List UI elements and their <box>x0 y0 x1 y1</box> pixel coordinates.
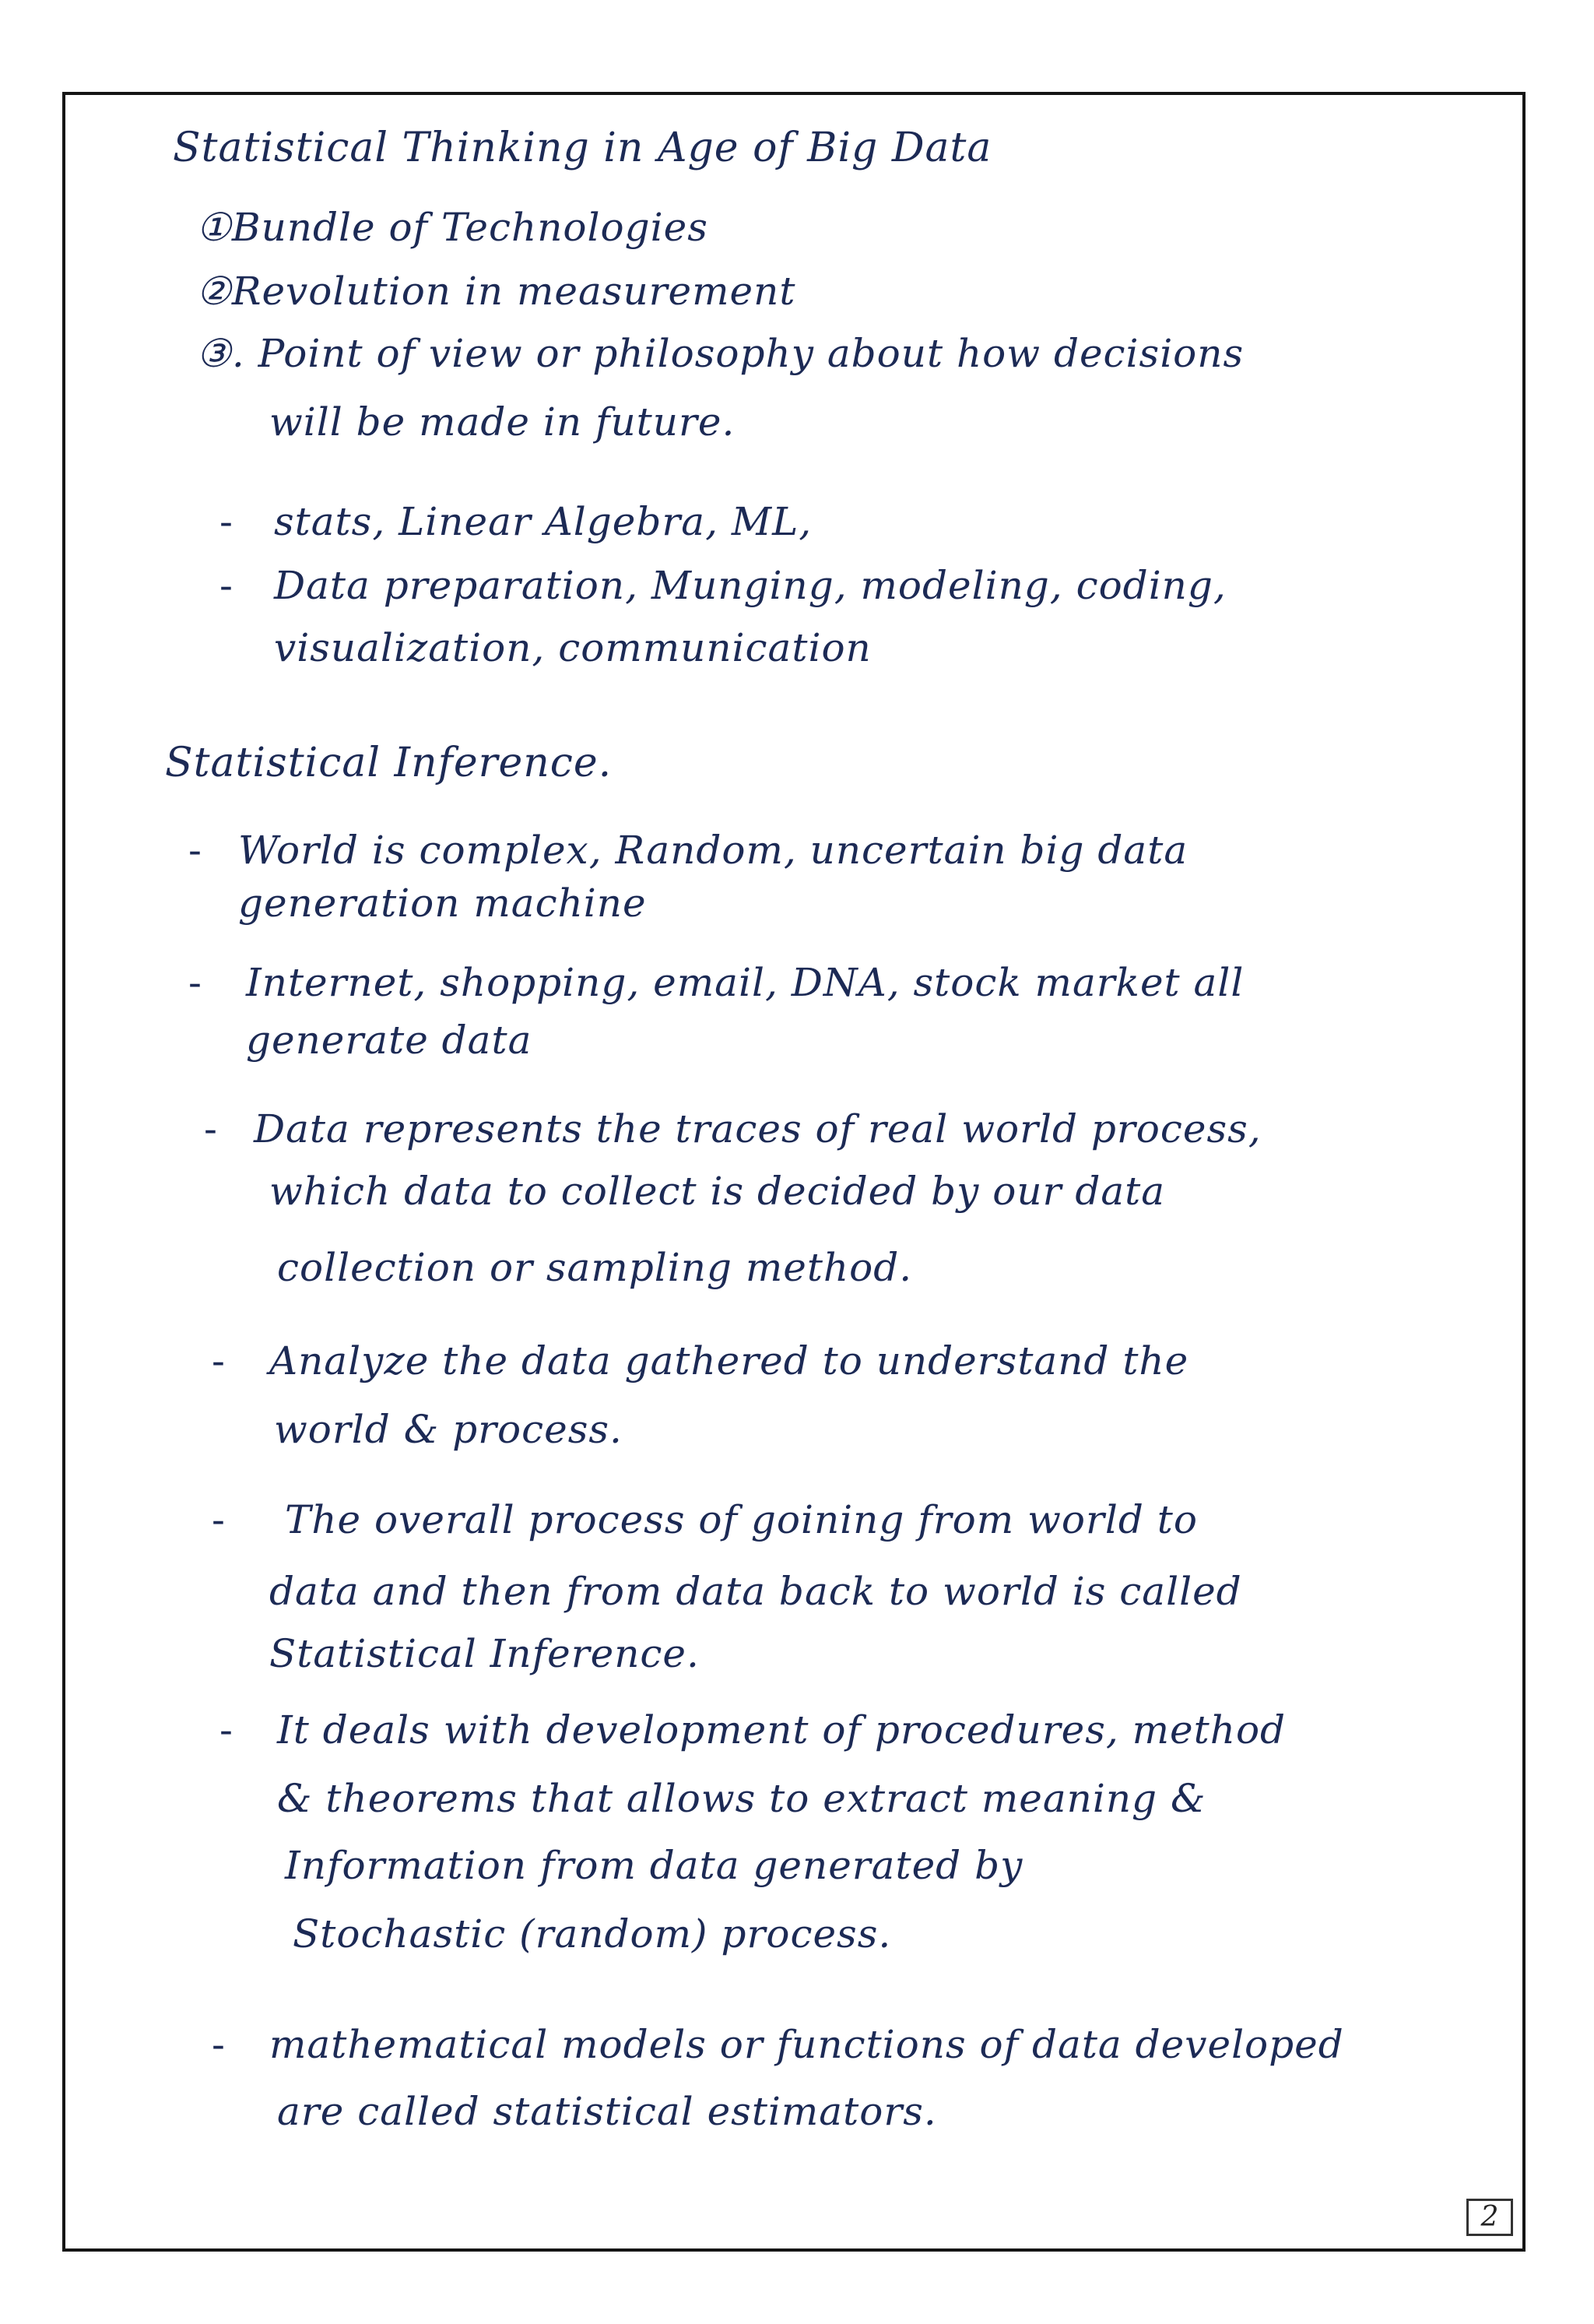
point-3: ③. Point of view or philosophy about how decisions <box>196 331 1245 376</box>
inference-bullet-3-line-3: collection or sampling method. <box>277 1245 913 1290</box>
page-number: 2 <box>1466 2199 1513 2236</box>
bullet-dash: - <box>219 1707 233 1753</box>
inference-bullet-7-line-2: are called statistical estimators. <box>277 2089 937 2134</box>
inference-bullet-1-line-1: World is complex, Random, uncertain big data <box>238 828 1188 873</box>
inference-bullet-2-line-1: Internet, shopping, email, DNA, stock market all <box>246 960 1245 1005</box>
bullet-dash: - <box>188 960 202 1005</box>
inference-bullet-3-line-1: Data represents the traces of real world process, <box>254 1106 1262 1151</box>
inference-bullet-6-line-1: It deals with development of procedures, method <box>277 1707 1287 1753</box>
bullet-dash: - <box>204 1106 217 1151</box>
inference-bullet-7-line-1: mathematical models or functions of data developed <box>269 2022 1344 2067</box>
skills-bullet-2-continued: visualization, communication <box>274 625 872 670</box>
inference-bullet-2-line-2: generate data <box>246 1018 532 1063</box>
point-2: ②Revolution in measurement <box>196 269 796 314</box>
point-1: ①Bundle of Technologies <box>196 205 708 250</box>
inference-bullet-3-line-2: which data to collect is decided by our data <box>269 1169 1166 1214</box>
point-3-continued: will be made in future. <box>269 399 736 445</box>
skills-bullet-1: stats, Linear Algebra, ML, <box>274 499 813 544</box>
bullet-dash: - <box>188 828 202 873</box>
inference-bullet-5-line-2: data and then from data back to world is called <box>269 1569 1242 1614</box>
bullet-dash: - <box>212 1338 225 1384</box>
skills-bullet-2: Data preparation, Munging, modeling, coding, <box>274 563 1227 608</box>
inference-bullet-4-line-1: Analyze the data gathered to understand the <box>269 1338 1189 1384</box>
inference-bullet-6-line-2: & theorems that allows to extract meaning & <box>277 1776 1206 1821</box>
bullet-dash: - <box>212 1497 225 1542</box>
section-title-statistical-thinking: Statistical Thinking in Age of Big Data <box>173 125 992 171</box>
inference-bullet-6-line-3: Information from data generated by <box>285 1843 1023 1888</box>
bullet-dash: - <box>212 2022 225 2067</box>
inference-bullet-4-line-2: world & process. <box>274 1407 623 1452</box>
inference-bullet-1-line-2: generation machine <box>238 881 647 926</box>
inference-bullet-5-line-1: The overall process of goining from world to <box>285 1497 1198 1542</box>
inference-bullet-6-line-4: Stochastic (random) process. <box>293 1911 892 1957</box>
inference-bullet-5-line-3: Statistical Inference. <box>269 1631 700 1676</box>
bullet-dash: - <box>219 563 233 608</box>
bullet-dash: - <box>219 499 233 544</box>
section-title-statistical-inference: Statistical Inference. <box>165 740 613 786</box>
